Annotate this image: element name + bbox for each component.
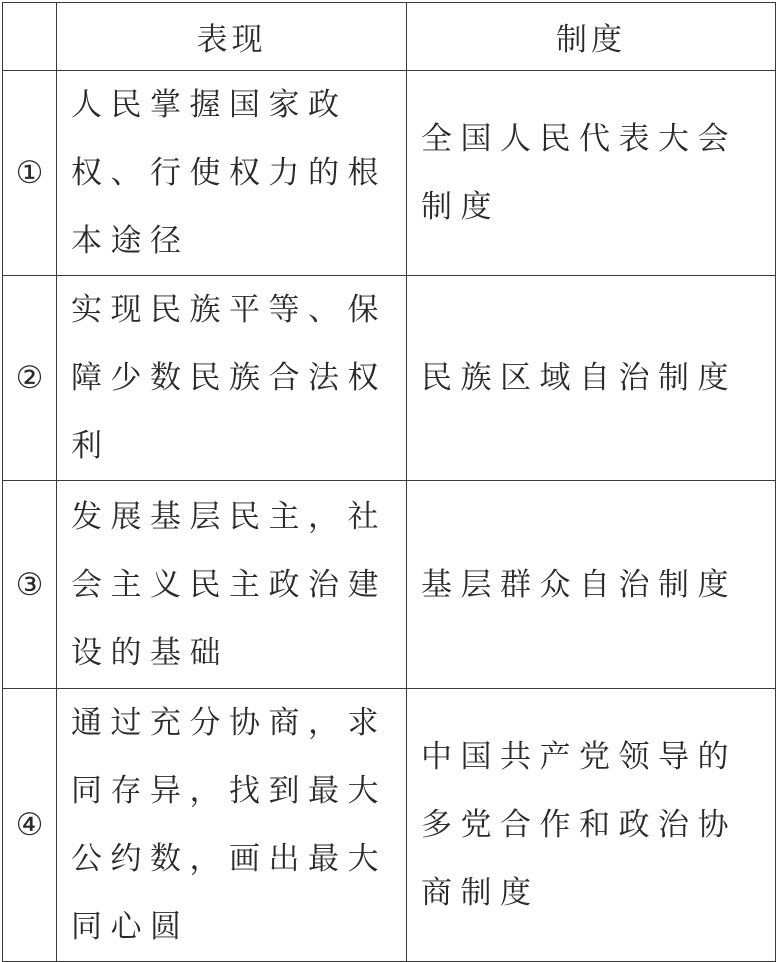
row-system: 基层群众自治制度 [407, 481, 776, 689]
row-expression: 发展基层民主，社会主义民主政治建设的基础 [57, 481, 407, 689]
row-number: ③ [3, 481, 57, 689]
header-expression: 表现 [57, 3, 407, 71]
header-system: 制度 [407, 3, 776, 71]
row-number: ① [3, 71, 57, 276]
table-header-row [3, 3, 776, 71]
header-number [3, 3, 57, 71]
comparison-table [2, 2, 776, 962]
table-row [3, 71, 776, 276]
row-system: 民族区域自治制度 [407, 276, 776, 481]
row-number: ④ [3, 689, 57, 962]
row-expression: 人民掌握国家政权、行使权力的根本途径 [57, 71, 407, 276]
table-row [3, 481, 776, 689]
row-expression: 通过充分协商，求同存异，找到最大公约数，画出最大同心圆 [57, 689, 407, 962]
table-row [3, 276, 776, 481]
row-system: 中国共产党领导的多党合作和政治协商制度 [407, 689, 776, 962]
row-number: ② [3, 276, 57, 481]
table-row [3, 689, 776, 962]
row-expression: 实现民族平等、保障少数民族合法权利 [57, 276, 407, 481]
row-system: 全国人民代表大会制度 [407, 71, 776, 276]
